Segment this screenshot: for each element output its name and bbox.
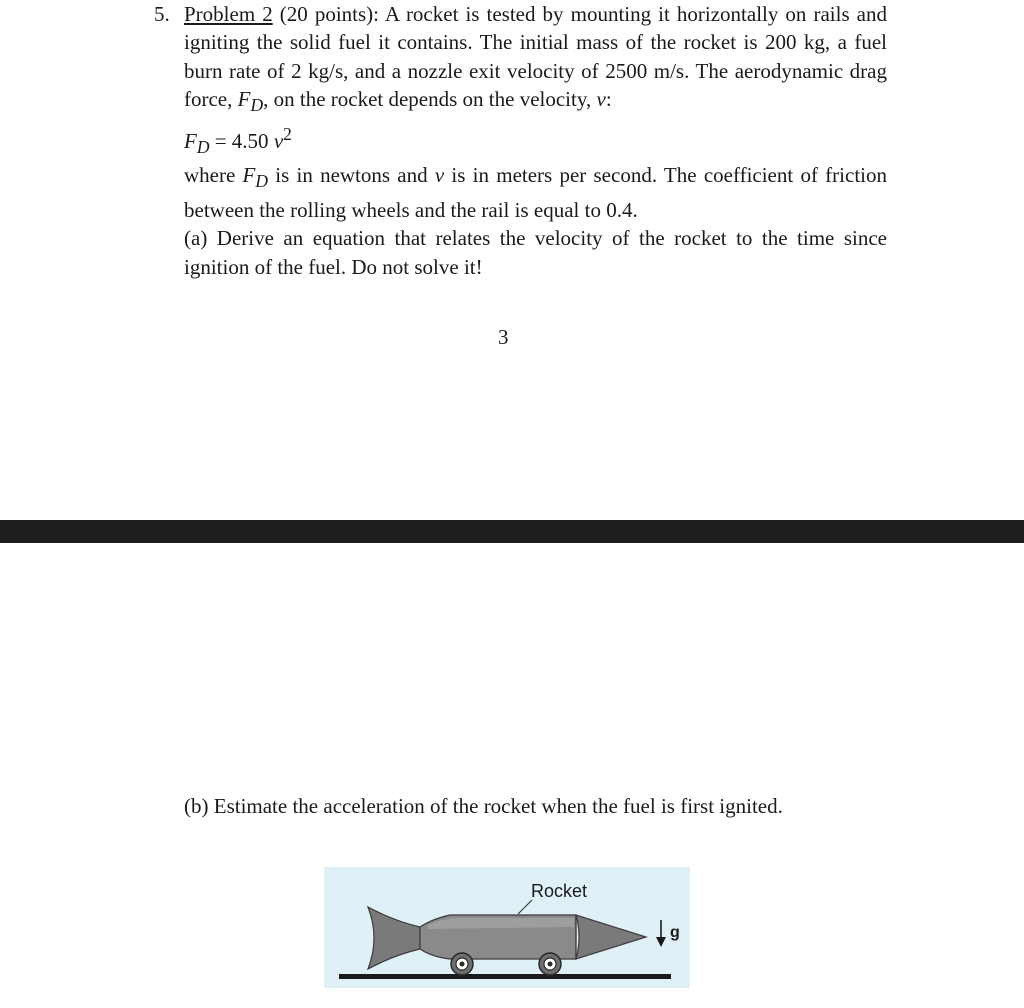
rocket-nose-cone [576, 915, 646, 959]
rocket-label-leader [518, 900, 532, 914]
wheel-right [539, 953, 561, 975]
drag-symbol-subscript: D [250, 95, 264, 116]
gravity-label: g [670, 924, 680, 941]
velocity-symbol: v [596, 87, 606, 112]
where-prefix: where [184, 163, 243, 188]
drag-symbol-f: F [237, 87, 251, 112]
rocket-tail [368, 907, 420, 969]
equation-lhs-f: F [184, 128, 197, 153]
equation-coefficient: = 4.50 [209, 128, 274, 153]
equation-exponent: 2 [283, 123, 292, 144]
rocket-label: Rocket [531, 881, 588, 901]
problem-number: 5. [154, 2, 170, 26]
rocket-figure [324, 867, 690, 988]
gravity-arrow-icon [656, 920, 666, 947]
where-mid-text: is in newtons and [268, 163, 435, 188]
problem-intro-paragraph [184, 0, 887, 120]
problem-points-text: (20 points): A rocket is tested by mounting it horizontally on rails and igniting the solid fuel it contains. The initial mass of the rocket is 200 kg, a fuel burn rate of 2 kg/s, and a nozzle exit velocity of 2500 m/s. The aerodynamic drag force, [184, 2, 887, 112]
equation-variable: v [273, 128, 284, 153]
part-a-question: (a) Derive an equation that relates the velocity of the rocket to the time since ignition of the fuel. Do not solve it! [184, 226, 887, 279]
problem-statement [184, 0, 887, 281]
problem-title: Problem 2 [184, 2, 273, 26]
units-paragraph [184, 161, 887, 224]
rail [339, 974, 671, 979]
rocket-diagram [324, 867, 690, 988]
where-symbol-f: F [242, 163, 256, 188]
wheel-left [451, 953, 473, 975]
equation-lhs-subscript: D [196, 137, 210, 157]
drag-dependence-text: , on the rocket depends on the velocity, [263, 87, 597, 112]
page-number: 3 [498, 325, 509, 349]
colon-text: : [605, 87, 612, 112]
where-symbol-subscript: D [255, 171, 269, 192]
page-separator-bar [0, 520, 1024, 543]
where-rest-text: is in meters per second. The coefficient of friction between the rolling wheels and the rail is equal to 0.4. [184, 163, 887, 222]
part-b-question: (b) Estimate the acceleration of the rocket when the fuel is first ignited. [184, 794, 783, 818]
where-symbol-v: v [434, 163, 445, 188]
drag-equation [184, 120, 887, 162]
